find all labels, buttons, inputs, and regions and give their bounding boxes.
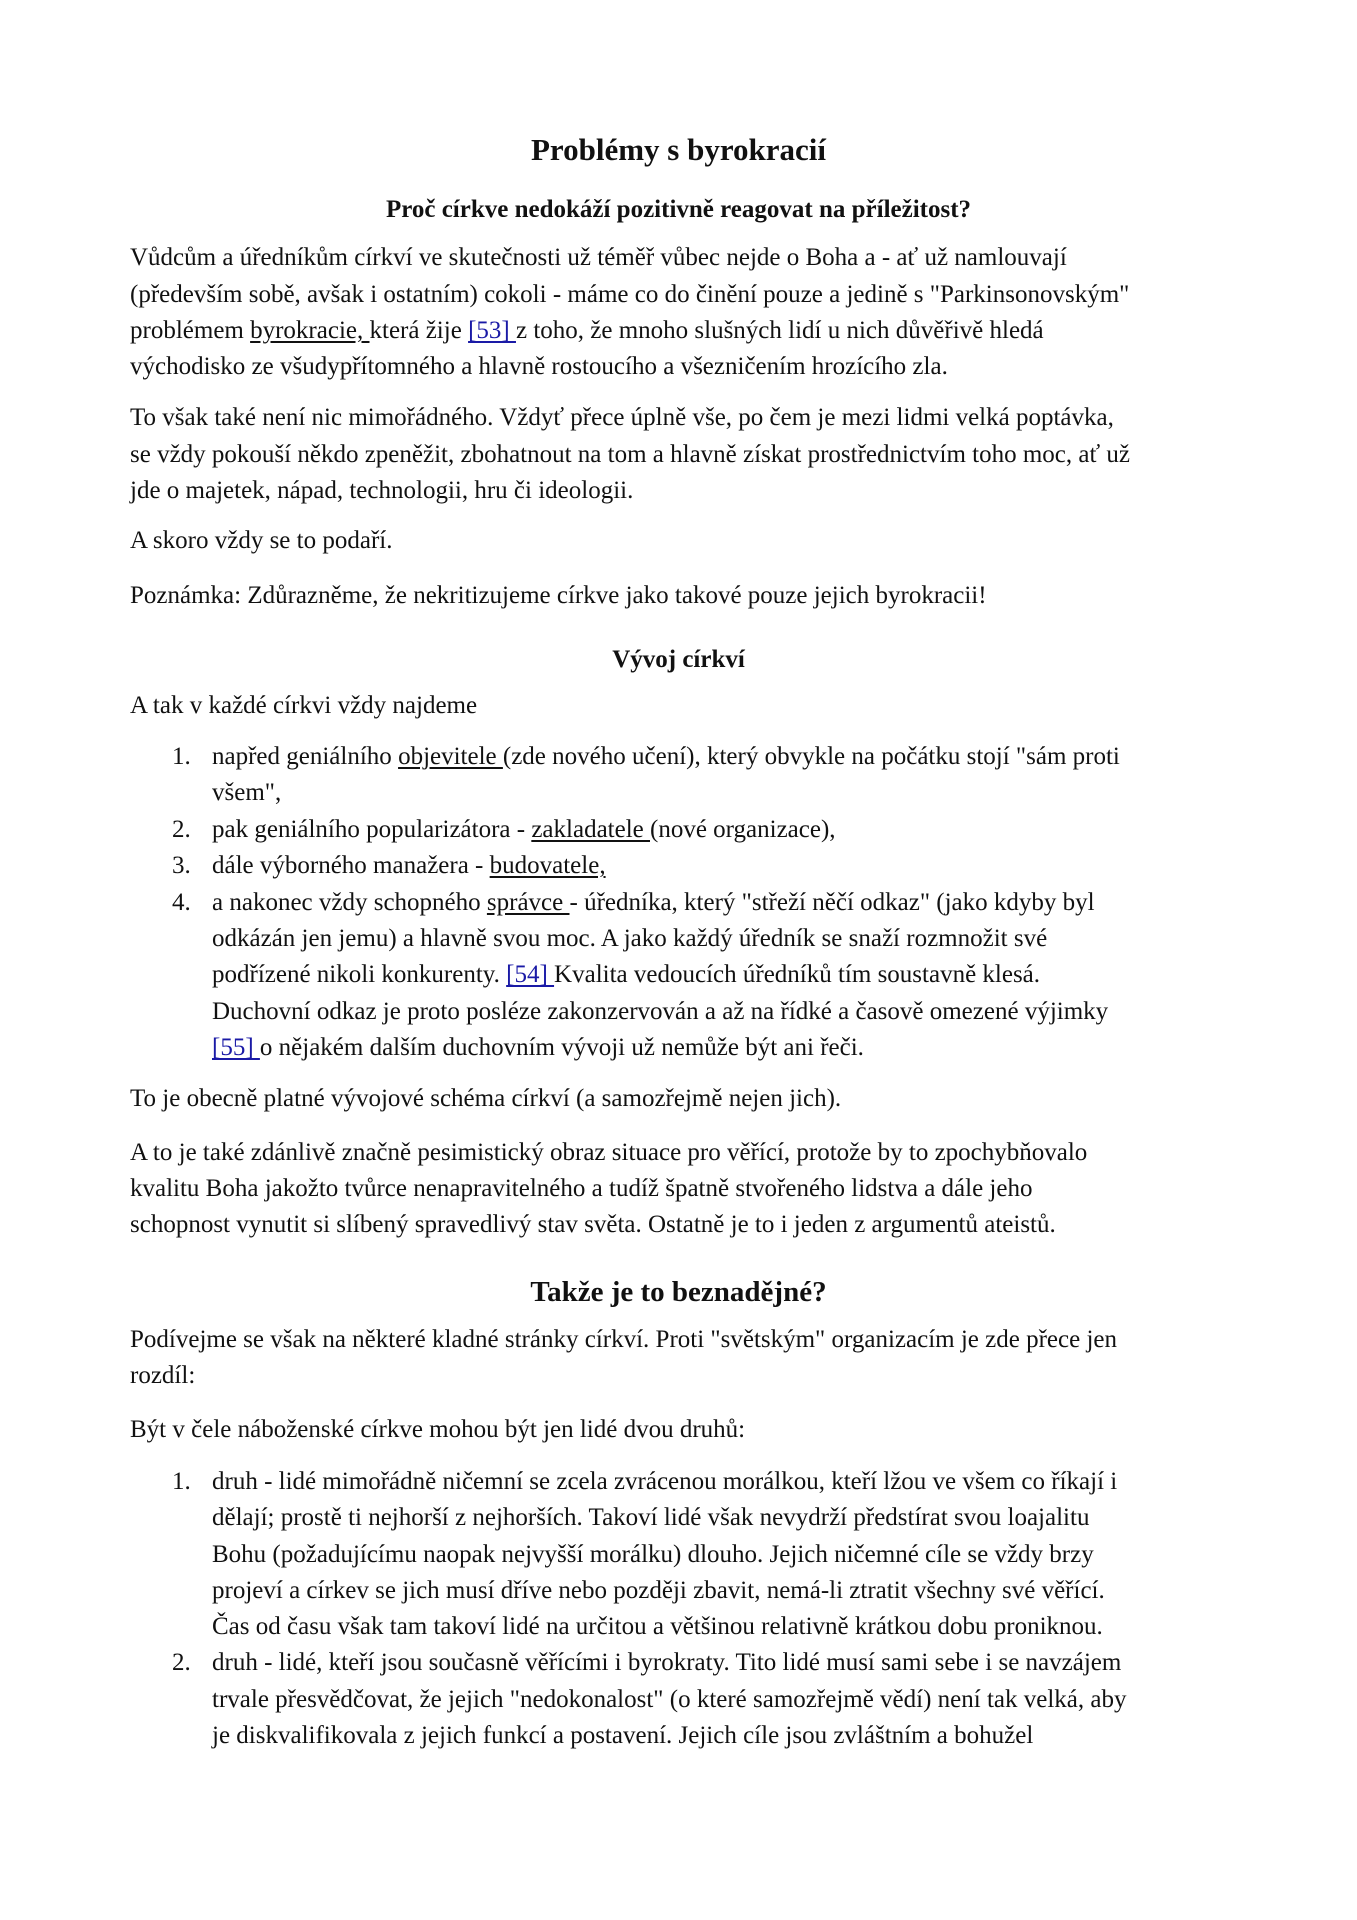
text: dále výborného manažera -	[212, 852, 490, 879]
text: která žije	[369, 317, 469, 344]
list-item-continuation: projeví a církev se jich musí dříve nebo později zbavit, nemá-li ztratit všechny své věřící.	[212, 1577, 1105, 1604]
byrokracie-link[interactable]: byrokracie,	[250, 317, 370, 344]
paragraph-line	[130, 313, 1044, 349]
list-item	[212, 739, 1120, 775]
list-number: 1.	[172, 1468, 191, 1495]
objevitele-link[interactable]: objevitele	[398, 743, 503, 770]
list-item-continuation: je diskvalifikovala z jejich funkcí a postavení. Jejich cíle jsou zvláštním a bohužel	[212, 1722, 1034, 1749]
text: Kvalita vedoucích úředníků tím soustavně klesá.	[554, 961, 1041, 988]
paragraph-line: kvalitu Boha jakožto tvůrce nenapravitelného a tudíž špatně stvořeného lidstva a dále jeho	[130, 1175, 1033, 1202]
paragraph-line: To je obecně platné vývojové schéma církví (a samozřejmě nejen jich).	[130, 1085, 842, 1112]
paragraph-line: jde o majetek, nápad, technologii, hru či ideologii.	[130, 477, 634, 504]
list-item-continuation: Bohu (požadujícímu naopak nejvyšší morálku) dlouho. Jejich ničemné cíle se vždy brzy	[212, 1541, 1094, 1568]
text: podřízené nikoli konkurenty.	[212, 961, 507, 988]
text: (nové organizace),	[650, 816, 836, 843]
budovatele-link[interactable]: budovatele,	[489, 852, 606, 879]
footnote-ref-53[interactable]: [53]	[468, 317, 516, 344]
paragraph-line: Vůdcům a úředníkům církví ve skutečnosti už téměř vůbec nejde o Boha a - ať už namlouvají	[130, 244, 1067, 271]
list-number: 1.	[172, 743, 191, 770]
list-item-continuation: Duchovní odkaz je proto posléze zakonzervován a až na řídké a časově omezené výjimky	[212, 998, 1109, 1025]
text: a nakonec vždy schopného	[212, 889, 487, 916]
text: napřed geniálního	[212, 743, 399, 770]
list-number: 3.	[172, 852, 191, 879]
spravce-link[interactable]: správce	[486, 889, 570, 916]
paragraph-line: (především sobě, avšak i ostatním) cokoli - máme co do činění pouze a jedině s "Parkinsonovským"	[130, 281, 1130, 308]
list-item-continuation: Čas od času však tam takoví lidé na určitou a většinou relativně krátkou dobu proniknou.	[212, 1613, 1103, 1640]
list-item-continuation: trvale přesvědčovat, že jejich "nedokonalost" (o které samozřejmě vědí) není tak velká, aby	[212, 1686, 1127, 1713]
paragraph-line: východisko ze všudypřítomného a hlavně rostoucího a všezničením hrozícího zla.	[130, 353, 948, 380]
list-item	[212, 812, 836, 848]
list-item	[212, 848, 606, 884]
text: o nějakém dalším duchovním vývoji už nemůže být ani řeči.	[259, 1034, 864, 1061]
list-item-continuation: všem",	[212, 779, 282, 806]
footnote-ref-55[interactable]: [55]	[212, 1034, 260, 1061]
page-subtitle: Proč církve nedokáží pozitivně reagovat na příležitost?	[385, 196, 972, 223]
list-item: druh - lidé mimořádně ničemní se zcela zvrácenou morálkou, kteří lžou ve všem co říkají i	[212, 1468, 1118, 1495]
paragraph-line: schopnost vynutit si slíbený spravedlivý stav světa. Ostatně je to i jeden z argumentů ateistů.	[130, 1211, 1056, 1238]
list-item-continuation	[212, 1030, 864, 1066]
list-number: 4.	[172, 889, 191, 916]
paragraph-line: Být v čele náboženské církve mohou být jen lidé dvou druhů:	[130, 1416, 746, 1443]
text: problémem	[130, 317, 251, 344]
paragraph-line: Podívejme se však na některé kladné stránky církví. Proti "světským" organizacím je zde přece jen	[130, 1326, 1117, 1353]
paragraph-line: To však také není nic mimořádného. Vždyť přece úplně vše, po čem je mezi lidmi velká poptávka,	[130, 404, 1114, 431]
list-intro: A tak v každé církvi vždy najdeme	[130, 692, 478, 719]
list-item-continuation	[212, 957, 1040, 993]
text: z toho, že mnoho slušných lidí u nich důvěřivě hledá	[515, 317, 1044, 344]
list-item-continuation: dělají; prostě ti nejhorší z nejhorších. Takoví lidé však nevydrží předstírat svou loajalitu	[212, 1504, 1090, 1531]
paragraph-line: se vždy pokouší někdo zpeněžit, zbohatnout na tom a hlavně získat prostřednictvím toho moc, ať už	[130, 441, 1130, 468]
text: pak geniálního popularizátora -	[212, 816, 532, 843]
zakladatele-link[interactable]: zakladatele	[531, 816, 650, 843]
list-number: 2.	[172, 816, 191, 843]
page-title: Problémy s byrokracií	[530, 132, 827, 167]
text: - úředníka, který "střeží něčí odkaz" (jako kdyby byl	[569, 889, 1095, 916]
section-heading-vyvoj: Vývoj církví	[612, 646, 745, 673]
list-number: 2.	[172, 1649, 191, 1676]
list-item-continuation: odkázán jen jemu) a hlavně svou moc. A jako každý úředník se snaží rozmnožit své	[212, 925, 1048, 952]
section-heading-beznadejne: Takže je to beznadějné?	[530, 1276, 827, 1308]
list-item: druh - lidé, kteří jsou současně věřícími i byrokraty. Tito lidé musí sami sebe i se navzájem	[212, 1649, 1122, 1676]
footnote-ref-54[interactable]: [54]	[506, 961, 555, 988]
paragraph-line: A to je také zdánlivě značně pesimistický obraz situace pro věřící, protože by to zpochybňovalo	[130, 1139, 1088, 1166]
note-paragraph: Poznámka: Zdůrazněme, že nekritizujeme církve jako takové pouze jejich byrokracii!	[130, 582, 987, 609]
paragraph-line: rozdíl:	[130, 1362, 196, 1389]
text: (zde nového učení), který obvykle na počátku stojí "sám proti	[502, 743, 1120, 770]
paragraph-line: A skoro vždy se to podaří.	[130, 527, 393, 554]
list-item	[212, 885, 1095, 921]
